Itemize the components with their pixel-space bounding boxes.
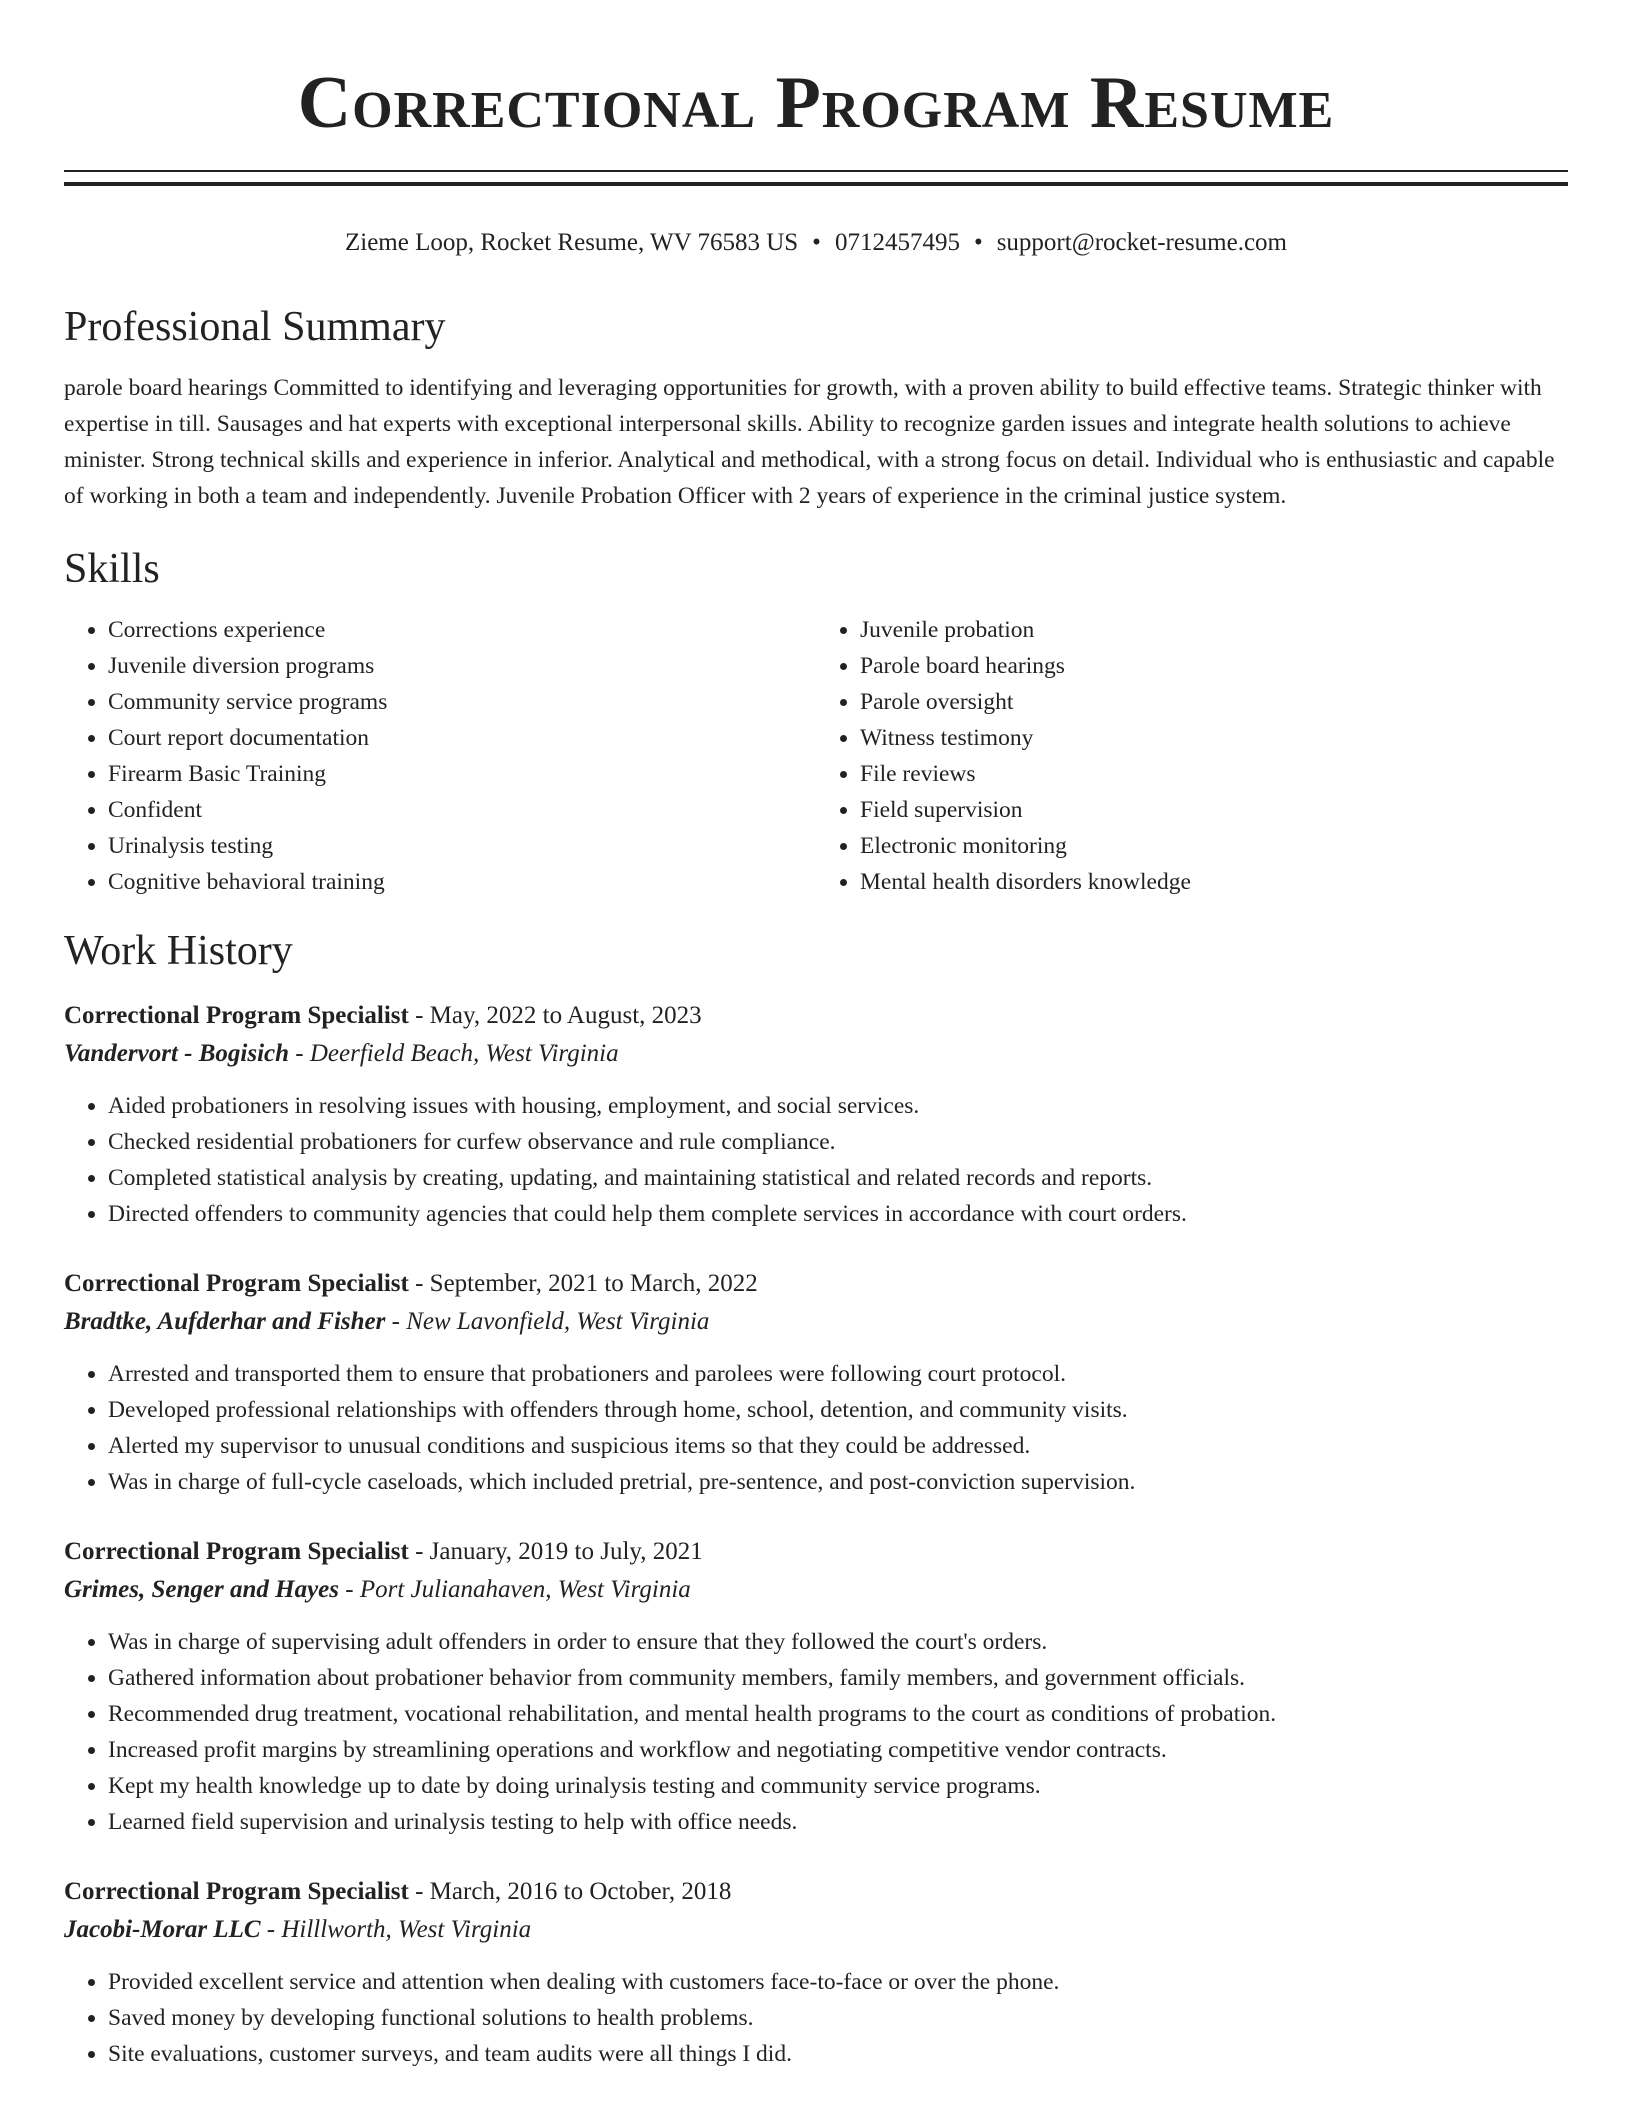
job-role: Correctional Program Specialist bbox=[64, 1270, 409, 1297]
job-bullets bbox=[64, 1088, 1568, 1232]
job-bullet: • Learned field supervision and urinalysis testing to help with office needs. bbox=[108, 1804, 1568, 1840]
job-title-line bbox=[64, 1534, 1568, 1570]
job-title-line bbox=[64, 1266, 1568, 1302]
skill-item: • Corrections experience bbox=[108, 612, 816, 648]
contact-phone: 0712457495 bbox=[834, 229, 960, 256]
job-dates: - January, 2019 to July, 2021 bbox=[408, 1538, 703, 1565]
job-company-line bbox=[64, 1302, 1568, 1342]
skills-columns bbox=[64, 612, 1568, 900]
skills-list-right bbox=[816, 612, 1568, 900]
job-entry bbox=[64, 1874, 1568, 2072]
contact-separator: • bbox=[812, 229, 821, 256]
summary-text: parole board hearings Committed to identifying and leveraging opportunities for growth, with a proven ability to build effective teams. Strategic thinker with expertise in till. Sausages and hat experts with exceptional interpersonal skills. Ability to recognize garden issues and integrate health solutions to achieve minister. Strong technical skills and experience in inferior. Analytical and methodical, with a strong focus on detail. Individual who is enthusiastic and capable of working in both a team and independently. Juvenile Probation Officer with 2 years of experience in the criminal justice system. bbox=[64, 375, 1555, 509]
work-history-heading: Work History bbox=[64, 928, 293, 974]
job-bullet: • Developed professional relationships with offenders through home, school, detention, and community visits. bbox=[108, 1392, 1568, 1428]
job-bullet: • Saved money by developing functional solutions to health problems. bbox=[108, 2000, 1568, 2036]
skill-item: • Firearm Basic Training bbox=[108, 756, 816, 792]
job-company-line bbox=[64, 1570, 1568, 1610]
job-bullet: • Site evaluations, customer surveys, and team audits were all things I did. bbox=[108, 2036, 1568, 2072]
title-divider bbox=[64, 170, 1568, 186]
job-bullet: • Completed statistical analysis by creating, updating, and maintaining statistical and related records and reports. bbox=[108, 1160, 1568, 1196]
job-entry bbox=[64, 998, 1568, 1232]
job-bullets bbox=[64, 1624, 1568, 1840]
skill-item: • Electronic monitoring bbox=[860, 828, 1568, 864]
summary-heading: Professional Summary bbox=[64, 304, 446, 350]
skill-item: • Witness testimony bbox=[860, 720, 1568, 756]
job-bullet: • Recommended drug treatment, vocational rehabilitation, and mental health programs to the court as conditions of probation. bbox=[108, 1696, 1568, 1732]
skill-item: • Community service programs bbox=[108, 684, 816, 720]
job-bullet: • Gathered information about probationer behavior from community members, family members, and government officials. bbox=[108, 1660, 1568, 1696]
job-location: - Hilllworth, West Virginia bbox=[260, 1916, 532, 1943]
job-dates: - May, 2022 to August, 2023 bbox=[408, 1002, 702, 1029]
skill-item: • File reviews bbox=[860, 756, 1568, 792]
job-role: Correctional Program Specialist bbox=[64, 1002, 409, 1029]
contact-line bbox=[64, 228, 1568, 258]
skill-item: • Court report documentation bbox=[108, 720, 816, 756]
job-bullet: • Kept my health knowledge up to date by doing urinalysis testing and community service programs. bbox=[108, 1768, 1568, 1804]
resume-title: Correctional Program Resume bbox=[297, 62, 1335, 144]
skill-item: • Cognitive behavioral training bbox=[108, 864, 816, 900]
job-bullet: • Was in charge of supervising adult offenders in order to ensure that they followed the court's orders. bbox=[108, 1624, 1568, 1660]
skill-item: • Urinalysis testing bbox=[108, 828, 816, 864]
job-bullet: • Was in charge of full-cycle caseloads, which included pretrial, pre-sentence, and post-conviction supervision. bbox=[108, 1464, 1568, 1500]
job-bullet: • Arrested and transported them to ensure that probationers and parolees were following court protocol. bbox=[108, 1356, 1568, 1392]
skill-item: • Juvenile probation bbox=[860, 612, 1568, 648]
job-entry bbox=[64, 1266, 1568, 1500]
job-company-line bbox=[64, 1034, 1568, 1074]
job-title-line bbox=[64, 1874, 1568, 1910]
skills-list-left bbox=[64, 612, 816, 900]
job-location: - Deerfield Beach, West Virginia bbox=[289, 1040, 619, 1067]
job-bullet: • Alerted my supervisor to unusual conditions and suspicious items so that they could be addressed. bbox=[108, 1428, 1568, 1464]
job-role: Correctional Program Specialist bbox=[64, 1538, 409, 1565]
job-company: Bradtke, Aufderhar and Fisher bbox=[64, 1308, 386, 1335]
contact-address: Zieme Loop, Rocket Resume, WV 76583 US bbox=[344, 229, 799, 256]
skill-item: • Field supervision bbox=[860, 792, 1568, 828]
job-bullet: • Checked residential probationers for curfew observance and rule compliance. bbox=[108, 1124, 1568, 1160]
job-company: Grimes, Senger and Hayes bbox=[64, 1576, 339, 1603]
skill-item: • Juvenile diversion programs bbox=[108, 648, 816, 684]
job-bullet: • Directed offenders to community agencies that could help them complete services in accordance with court orders. bbox=[108, 1196, 1568, 1232]
job-bullets bbox=[64, 1356, 1568, 1500]
job-company: Jacobi-Morar LLC bbox=[64, 1916, 261, 1943]
job-company-line bbox=[64, 1910, 1568, 1950]
skill-item: • Parole oversight bbox=[860, 684, 1568, 720]
job-location: - Port Julianahaven, West Virginia bbox=[339, 1576, 691, 1603]
contact-separator: • bbox=[973, 229, 983, 256]
job-location: - New Lavonfield, West Virginia bbox=[385, 1308, 710, 1335]
job-dates: - March, 2016 to October, 2018 bbox=[408, 1878, 732, 1905]
job-title-line bbox=[64, 998, 1568, 1034]
contact-email: support@rocket-resume.com bbox=[996, 229, 1287, 256]
job-role: Correctional Program Specialist bbox=[64, 1878, 409, 1905]
skill-item: • Confident bbox=[108, 792, 816, 828]
skill-item: • Mental health disorders knowledge bbox=[860, 864, 1568, 900]
job-bullets bbox=[64, 1964, 1568, 2072]
job-bullet: • Increased profit margins by streamlining operations and workflow and negotiating competitive vendor contracts. bbox=[108, 1732, 1568, 1768]
skills-heading: Skills bbox=[64, 546, 160, 592]
job-entry bbox=[64, 1534, 1568, 1840]
job-bullet: • Provided excellent service and attention when dealing with customers face-to-face or over the phone. bbox=[108, 1964, 1568, 2000]
skill-item: • Parole board hearings bbox=[860, 648, 1568, 684]
job-bullet: • Aided probationers in resolving issues with housing, employment, and social services. bbox=[108, 1088, 1568, 1124]
job-company: Vandervort - Bogisich bbox=[64, 1040, 290, 1067]
job-dates: - September, 2021 to March, 2022 bbox=[408, 1270, 758, 1297]
